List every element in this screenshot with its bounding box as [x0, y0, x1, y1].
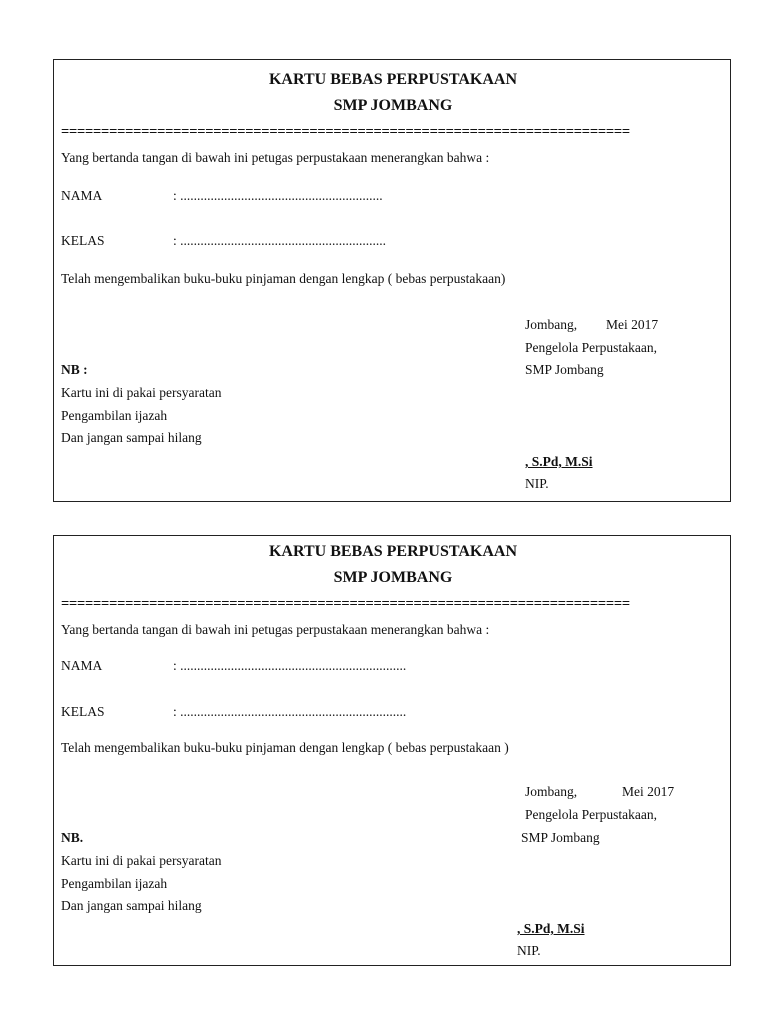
signer-title: , S.Pd, M.Si [525, 454, 593, 469]
class-field: : ................................................................... [173, 704, 407, 719]
nb-line: Dan jangan sampai hilang [61, 898, 202, 913]
library-clearance-card [53, 59, 731, 502]
school-name: SMP JOMBANG [333, 569, 453, 586]
intro-text: Yang bertanda tangan di bawah ini petugas perpustakaan menerangkan bahwa : [61, 150, 490, 165]
nb-line: Pengambilan ijazah [61, 876, 168, 891]
nip-label: NIP. [517, 943, 541, 958]
card-title: KARTU BEBAS PERPUSTAKAAN [268, 71, 518, 88]
name-field: : ................................................................... [173, 658, 407, 673]
class-field: : ............................................................. [173, 233, 387, 248]
name-label: NAMA [61, 188, 103, 203]
place-text: Jombang, [525, 784, 578, 799]
nb-label: NB. [61, 830, 84, 845]
library-clearance-card [53, 535, 731, 966]
class-label: KELAS [61, 704, 105, 719]
separator-line: ======================================================================= [61, 596, 630, 612]
nip-label: NIP. [525, 476, 549, 491]
class-label: KELAS [61, 233, 105, 248]
intro-text: Yang bertanda tangan di bawah ini petugas perpustakaan menerangkan bahwa : [61, 622, 490, 637]
card-title: KARTU BEBAS PERPUSTAKAAN [268, 543, 518, 560]
name-label: NAMA [61, 658, 103, 673]
signer-title: , S.Pd, M.Si [517, 921, 585, 936]
date-text: Mei 2017 [606, 317, 659, 332]
signer-school: SMP Jombang [521, 830, 600, 845]
signer-school: SMP Jombang [525, 362, 604, 377]
separator-line: ======================================================================= [61, 124, 630, 140]
nb-line: Dan jangan sampai hilang [61, 430, 202, 445]
nb-line: Kartu ini di pakai persyaratan [61, 385, 222, 400]
nb-line: Kartu ini di pakai persyaratan [61, 853, 222, 868]
signer-role: Pengelola Perpustakaan, [525, 340, 657, 355]
school-name: SMP JOMBANG [333, 97, 453, 114]
nb-line: Pengambilan ijazah [61, 408, 168, 423]
statement-text: Telah mengembalikan buku-buku pinjaman dengan lengkap ( bebas perpustakaan ) [61, 740, 509, 755]
name-field: : ............................................................ [173, 188, 383, 203]
statement-text: Telah mengembalikan buku-buku pinjaman dengan lengkap ( bebas perpustakaan) [61, 271, 506, 286]
nb-label: NB : [61, 362, 88, 377]
place-text: Jombang, [525, 317, 578, 332]
signer-role: Pengelola Perpustakaan, [525, 807, 657, 822]
date-text: Mei 2017 [622, 784, 675, 799]
